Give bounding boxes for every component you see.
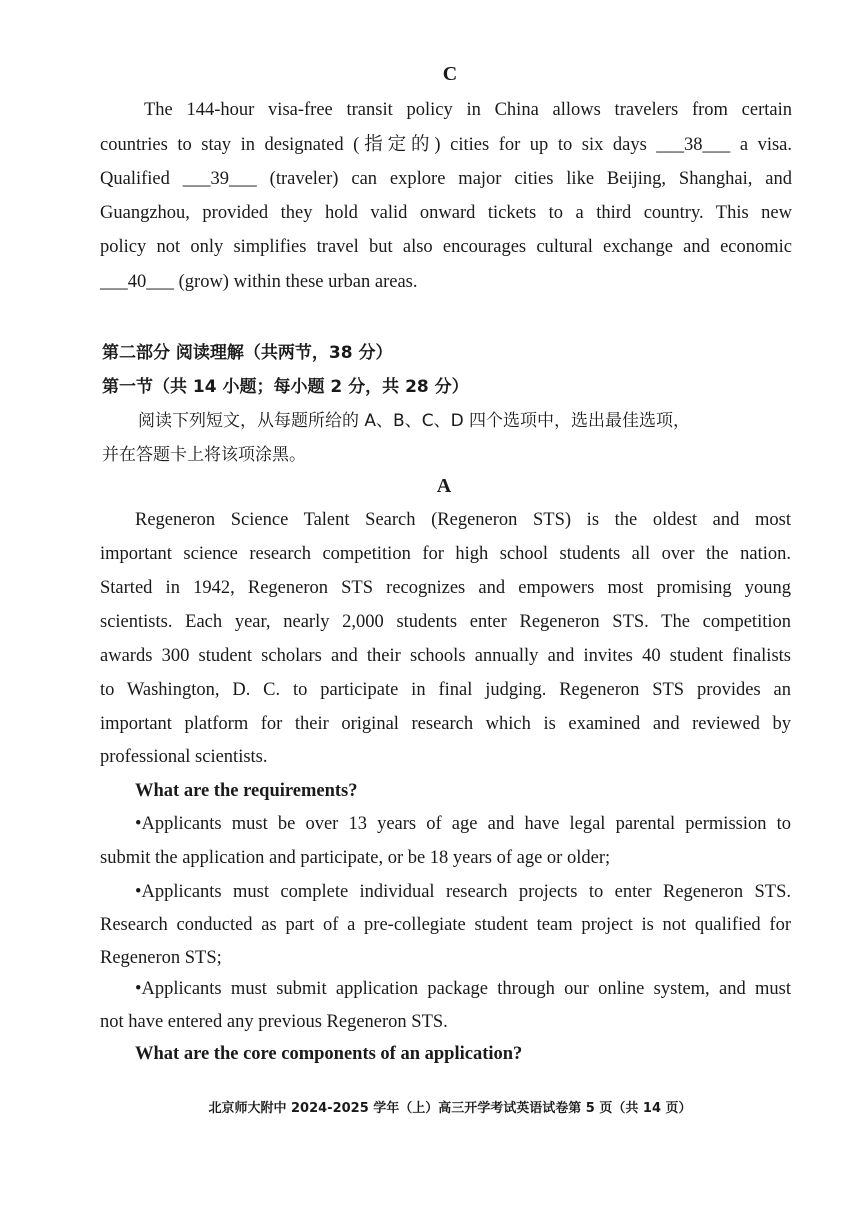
- passage-a-p1-line-2: important science research competition for high school students all over the nation.: [100, 544, 791, 564]
- requirement-1-line-1: •Applicants must be over 13 years of age and have legal parental permission to: [135, 814, 791, 834]
- requirement-2-line-2: Research conducted as part of a pre-collegiate student team project is not qualified for: [100, 915, 791, 935]
- requirement-3-line-1: •Applicants must submit application package through our online system, and must: [135, 979, 791, 999]
- instruction-line-2: 并在答题卡上将该项涂黑。: [102, 445, 306, 465]
- core-components-heading: What are the core components of an application?: [135, 1044, 523, 1064]
- passage-a-p1-line-6: to Washington, D. C. to participate in final judging. Regeneron STS provides an: [100, 680, 791, 700]
- part-two-title: 第二部分 阅读理解（共两节，38 分）: [102, 343, 393, 363]
- passage-a-p1-line-5: awards 300 student scholars and their schools annually and invites 40 student finalists: [100, 646, 791, 666]
- passage-a-p1-line-4: scientists. Each year, nearly 2,000 students enter Regeneron STS. The competition: [100, 612, 791, 632]
- passage-a-p1-line-3: Started in 1942, Regeneron STS recognizes and empowers most promising young: [100, 578, 791, 598]
- passage-c-line-5: policy not only simplifies travel but also encourages cultural exchange and economic: [100, 237, 792, 257]
- requirements-heading: What are the requirements?: [135, 781, 358, 801]
- page-footer: 北京师大附中 2024-2025 学年（上）高三开学考试英语试卷第 5 页（共 14 页）: [208, 1101, 692, 1116]
- passage-a-p1-line-7: important platform for their original research which is examined and reviewed by: [100, 714, 791, 734]
- passage-a-p1-line-1: Regeneron Science Talent Search (Regeneron STS) is the oldest and most: [135, 510, 791, 530]
- requirement-2-line-1: •Applicants must complete individual research projects to enter Regeneron STS.: [135, 882, 791, 902]
- passage-c-line-6: ___40___ (grow) within these urban areas.: [100, 272, 418, 292]
- instruction-line-1: 阅读下列短文，从每题所给的 A、B、C、D 四个选项中，选出最佳选项，: [138, 411, 691, 431]
- passage-c-line-2: countries to stay in designated (指定的) cities for up to six days ___38___ a visa.: [100, 135, 792, 155]
- requirement-1-line-2: submit the application and participate, or be 18 years of age or older;: [100, 848, 611, 868]
- requirement-2-line-3: Regeneron STS;: [100, 948, 222, 968]
- requirement-3-line-2: not have entered any previous Regeneron STS.: [100, 1012, 448, 1032]
- section-one-title: 第一节（共 14 小题；每小题 2 分，共 28 分）: [102, 377, 469, 397]
- passage-c-line-1: The 144-hour visa-free transit policy in China allows travelers from certain: [144, 100, 792, 120]
- passage-a-heading: A: [436, 475, 452, 497]
- passage-c-heading: C: [442, 63, 458, 85]
- passage-a-p1-line-8: professional scientists.: [100, 747, 268, 767]
- passage-c-line-4: Guangzhou, provided they hold valid onward tickets to a third country. This new: [100, 203, 792, 223]
- passage-c-line-3: Qualified ___39___ (traveler) can explore major cities like Beijing, Shanghai, and: [100, 169, 792, 189]
